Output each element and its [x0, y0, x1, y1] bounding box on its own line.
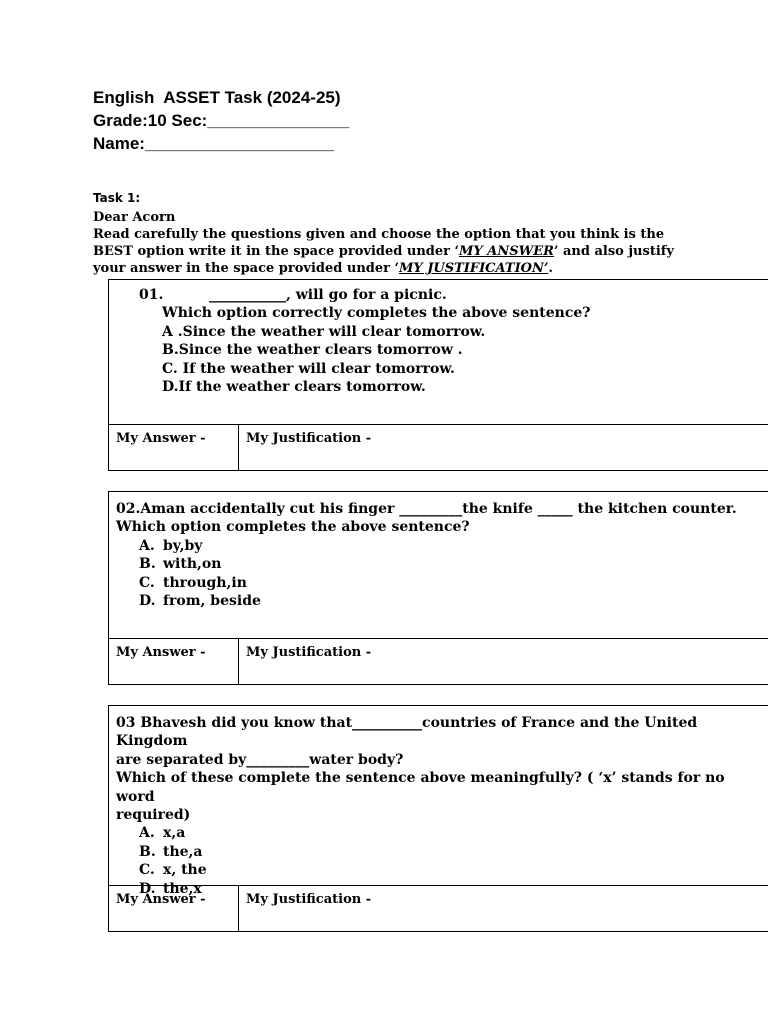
option-letter: B. [139, 556, 156, 573]
option-letter: C. [139, 862, 155, 879]
task-label: Task 1: [93, 191, 141, 205]
question-1-my-justification-field[interactable]: My Justification - [246, 431, 372, 446]
option-letter: D. [139, 880, 156, 897]
option-letter: B. [139, 843, 156, 860]
question-1-stem [139, 286, 768, 304]
instruction-line-3 [93, 260, 763, 277]
question-3-option-b [116, 843, 768, 861]
question-3-body [109, 706, 768, 897]
option-text: from, beside [163, 593, 261, 610]
option-text: the,a [163, 843, 203, 860]
option-text: x, the [163, 862, 207, 879]
question-3-option-a [116, 824, 768, 842]
question-2-my-justification-field[interactable]: My Justification - [246, 645, 372, 660]
question-3-prompt-line-1: Which of these complete the sentence above meaningfully? ( ‘x’ stands for no word [116, 770, 725, 805]
worksheet-header [93, 86, 349, 155]
option-text: the,x [163, 880, 202, 897]
question-1-body [109, 280, 768, 425]
instruction-text: ’ and also justify [553, 244, 674, 259]
question-3-option-c [116, 861, 768, 879]
question-1-option-a: A .Since the weather will clear tomorrow. [162, 323, 486, 340]
question-2-body [109, 492, 768, 639]
option-letter: A. [139, 825, 155, 842]
instruction-text: your answer in the space provided under ‘ [93, 261, 400, 276]
option-text: through,in [163, 574, 247, 591]
question-1-my-answer-field[interactable]: My Answer - [109, 425, 239, 471]
option-text: with,on [163, 556, 222, 573]
option-text: by,by [163, 537, 203, 554]
instruction-text: . [548, 261, 553, 276]
question-1-option-b: B.Since the weather clears tomorrow . [162, 342, 463, 359]
instruction-line-1: Read carefully the questions given and choose the option that you think is the [93, 227, 665, 242]
worksheet-title: English ASSET Task (2024-25) [93, 88, 341, 107]
question-2-box [108, 491, 768, 685]
question-1-sentence: ___________, will go for a picnic. [209, 287, 447, 303]
question-2-prompt: Which option completes the above sentence? [116, 519, 470, 536]
question-1-prompt: Which option correctly completes the above sentence? [162, 305, 591, 322]
question-1-number: 01. [139, 287, 164, 303]
instruction-line-2 [93, 243, 763, 260]
grade-section-line: Grade:10 Sec:_______________ [93, 111, 350, 130]
option-letter: A. [139, 537, 155, 554]
question-3-my-answer-field[interactable]: My Answer - [109, 886, 239, 932]
question-1-answer-row [109, 425, 768, 471]
question-3-option-d [116, 880, 768, 898]
question-3-stem-line-2: are separated by_________water body? [116, 751, 404, 768]
question-3-my-justification-field[interactable]: My Justification - [246, 892, 372, 907]
question-3-box [108, 705, 768, 932]
instructions [93, 189, 763, 277]
greeting: Dear Acorn [93, 210, 176, 225]
question-2-my-answer-field[interactable]: My Answer - [109, 639, 239, 685]
option-letter: D. [139, 593, 156, 610]
question-2-option-d [116, 592, 768, 610]
question-2-answer-row [109, 639, 768, 685]
question-1-box [108, 279, 768, 471]
instruction-text: BEST option write it in the space provided under ‘ [93, 244, 460, 259]
my-answer-emphasis: MY ANSWER [459, 244, 554, 259]
question-2-option-a [116, 537, 768, 555]
question-2-stem: 02.Aman accidentally cut his finger _________the knife _____ the kitchen counter. [116, 501, 737, 517]
question-2-option-b [116, 555, 768, 573]
question-3-prompt-line-2: required) [116, 807, 191, 824]
question-2-option-c [116, 574, 768, 592]
option-text: x,a [163, 825, 186, 842]
question-1-option-c: C. If the weather will clear tomorrow. [162, 360, 455, 377]
student-name-line: Name:____________________ [93, 134, 335, 153]
my-justification-emphasis: MY JUSTIFICATION’ [399, 261, 549, 276]
option-letter: C. [139, 574, 155, 591]
question-1-option-d: D.If the weather clears tomorrow. [162, 379, 426, 396]
question-3-stem-line-1: 03 Bhavesh did you know that__________countries of France and the United Kingdom [116, 715, 698, 750]
